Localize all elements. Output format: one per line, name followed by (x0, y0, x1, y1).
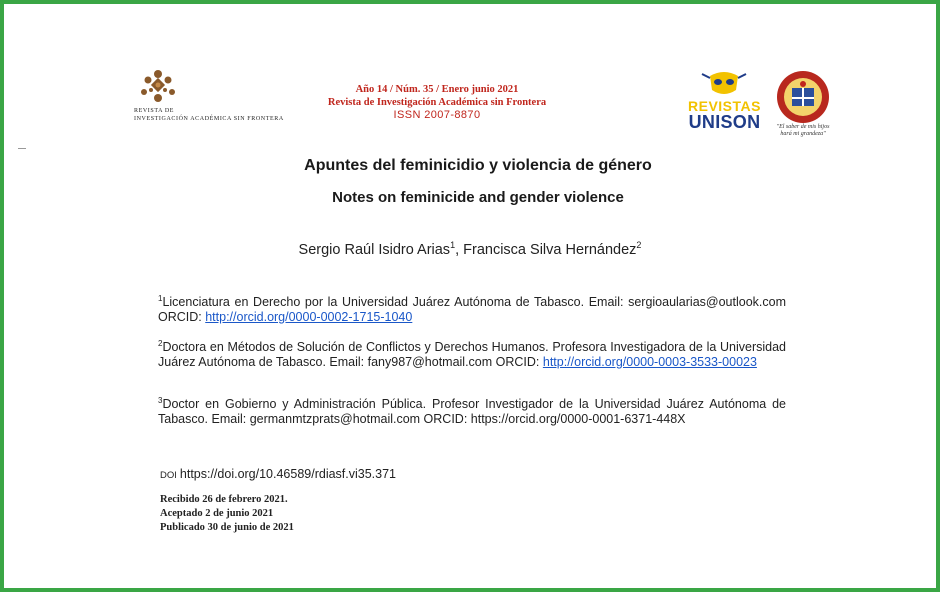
orcid-link-1[interactable]: http://orcid.org/0000-0002-1715-1040 (205, 309, 413, 324)
date-accepted: Aceptado 2 de junio 2021 (160, 508, 274, 519)
unison-text: UNISON (688, 112, 761, 132)
side-dash (18, 148, 26, 149)
affiliation-1 (158, 292, 786, 324)
doi-label: DOI (160, 470, 177, 481)
affiliation-1-text: Licenciatura en Derecho por la Universidad Juárez Autónoma de Tabasco. Email: sergioaularias@outlook.com ORCID: (158, 295, 786, 324)
author-2-sup: 2 (636, 240, 642, 250)
author-separator: , (455, 241, 464, 258)
seal-motto-line1: "El saber de mis hijos (776, 124, 830, 130)
orcid-link-2[interactable]: http://orcid.org/0000-0003-3533-00023 (542, 354, 757, 369)
university-seal (768, 70, 838, 140)
affiliation-3-text: Doctor en Gobierno y Administración Pública. Profesor Investigador de la Universidad Juárez Autónoma de Tabasco. Email: germanmtzprats@hotmail.com ORCID: https://orcid.org/0000-0001-6371-448X (158, 397, 786, 426)
affiliation-2-text: Doctora en Métodos de Solución de Conflictos y Derechos Humanos. Profesora Investigadora de la Universidad Juárez Autónoma de Tabasco. Email: fany987@hotmail.com ORCID: (158, 340, 786, 369)
logo-text-line2: INVESTIGACIÓN ACADÉMICA SIN FRONTERA (134, 116, 284, 122)
affiliation-3-sup: 3 (158, 396, 163, 405)
author-1-sup: 1 (450, 240, 456, 250)
revistas-unison-logo (682, 70, 767, 130)
journal-issn: ISSN 2007-8870 (393, 109, 481, 121)
revistas-text: REVISTAS (688, 98, 761, 114)
date-received: Recibido 26 de febrero 2021. (160, 494, 288, 505)
logo-text-line1: REVISTA DE (134, 108, 175, 114)
affiliation-2-sup: 2 (158, 339, 163, 348)
date-published: Publicado 30 de junio de 2021 (160, 522, 294, 533)
mask-icon (682, 70, 767, 100)
ornament-logo-icon (136, 68, 180, 106)
affiliation-1-sup: 1 (158, 294, 163, 303)
author-2: Francisca Silva Hernández (463, 241, 637, 258)
seal-icon (768, 70, 838, 126)
journal-header (272, 83, 602, 122)
seal-motto (768, 124, 838, 138)
journal-name: Revista de Investigación Académica sin Frontera (327, 97, 547, 108)
title-english: Notes on feminicide and gender violence (332, 189, 624, 206)
authors-line (4, 240, 936, 258)
journal-issue: Año 14 / Núm. 35 / Enero junio 2021 (355, 84, 519, 95)
doi-line (160, 467, 396, 481)
author-1: Sergio Raúl Isidro Arias (298, 241, 451, 258)
affiliation-2 (158, 337, 786, 369)
affiliation-3 (158, 394, 786, 426)
seal-motto-line2: hará mi grandeza" (780, 131, 826, 137)
title-spanish: Apuntes del feminicidio y violencia de género (304, 157, 652, 174)
doi-link[interactable]: https://doi.org/10.46589/rdiasf.vi35.371 (179, 467, 397, 481)
